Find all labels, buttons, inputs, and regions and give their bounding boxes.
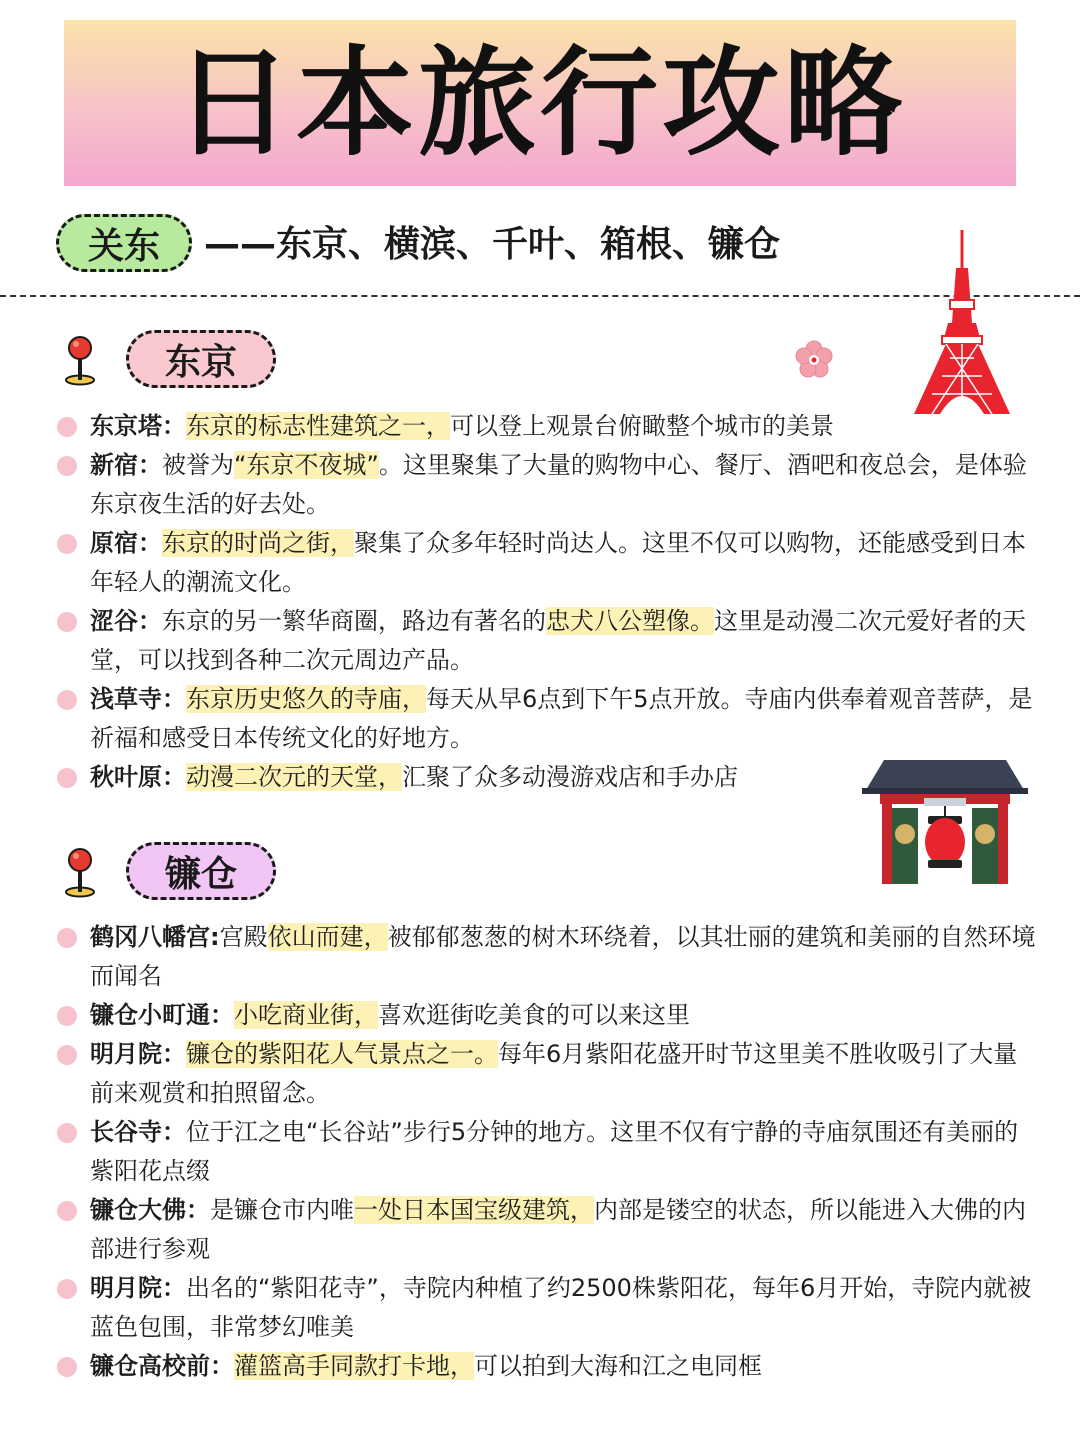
entry-name: 东京塔： bbox=[90, 412, 186, 440]
entry-text-pre: 位于江之电“长谷站”步行5分钟的地方。这里不仅有宁静的寺庙氛围还有美丽的紫阳花点缀 bbox=[90, 1118, 1019, 1185]
entry-highlight: 镰仓的紫阳花人气景点之一。 bbox=[186, 1040, 498, 1068]
entry-name: 秋叶原： bbox=[90, 763, 186, 791]
entry-name: 长谷寺： bbox=[90, 1118, 186, 1146]
entry-text-pre: 宫殿 bbox=[219, 923, 268, 951]
entry-name: 明月院： bbox=[90, 1040, 186, 1068]
bullet-dot bbox=[57, 690, 77, 710]
entry-name: 新宿： bbox=[90, 451, 162, 479]
bullet-dot bbox=[57, 768, 77, 788]
entry-highlight: 小吃商业街， bbox=[234, 1001, 378, 1029]
entry-text-post: 聚集了众多年轻时尚达人。这里不仅可以购物，还能感受到日本年轻人的潮流文化。 bbox=[90, 529, 1026, 596]
entry-name: 明月院： bbox=[90, 1274, 186, 1302]
entry-text-post: 喜欢逛街吃美食的可以来这里 bbox=[378, 1001, 690, 1029]
entry-text-post: 被郁郁葱葱的树木环绕着，以其壮丽的建筑和美丽的自然环境而闻名 bbox=[90, 923, 1036, 990]
tokyo-tower-icon bbox=[910, 228, 1014, 418]
entry-text-pre: 东京的另一繁华商圈，路边有著名的 bbox=[162, 607, 546, 635]
entry-highlight: 动漫二次元的天堂， bbox=[186, 763, 402, 791]
page-title: 日本旅行攻略 bbox=[173, 34, 906, 172]
entry-text-post: 可以登上观景台俯瞰整个城市的美景 bbox=[450, 412, 834, 440]
bullet-dot bbox=[57, 928, 77, 948]
bullet-dot bbox=[57, 612, 77, 632]
entry-highlight: 一处日本国宝级建筑， bbox=[354, 1196, 594, 1224]
map-pin-icon bbox=[60, 846, 100, 898]
region-subtitle: ——东京、横滨、千叶、箱根、镰仓 bbox=[204, 224, 781, 265]
sakura-flower-icon bbox=[792, 338, 836, 382]
entry-highlight: 灌篮高手同款打卡地， bbox=[234, 1352, 474, 1380]
entry-highlight: “东京不夜城” bbox=[234, 451, 379, 479]
entry-text-pre: 出名的“紫阳花寺”，寺院内种植了约2500株紫阳花，每年6月开始，寺院内就被蓝色包围，非常梦幻唯美 bbox=[90, 1274, 1032, 1341]
section-pill-tokyo: 东京 bbox=[126, 330, 276, 388]
entry-name: 镰仓小町通： bbox=[90, 1001, 234, 1029]
entry-highlight: 东京的标志性建筑之一， bbox=[186, 412, 450, 440]
entry-highlight: 东京的时尚之街， bbox=[162, 529, 354, 557]
bullet-dot bbox=[57, 1279, 77, 1299]
entry-text-post: 汇聚了众多动漫游戏店和手办店 bbox=[402, 763, 738, 791]
entry-text-post: 每天从早6点到下午5点开放。寺庙内供奉着观音菩萨，是祈福和感受日本传统文化的好地方。 bbox=[90, 685, 1033, 752]
bullet-dot bbox=[57, 534, 77, 554]
entry-name: 原宿： bbox=[90, 529, 162, 557]
bullet-dot bbox=[57, 417, 77, 437]
entry-text-post: 这里是动漫二次元爱好者的天堂，可以找到各种二次元周边产品。 bbox=[90, 607, 1026, 674]
entry-highlight: 忠犬八公塑像。 bbox=[546, 607, 714, 635]
entry-name: 镰仓高校前： bbox=[90, 1352, 234, 1380]
bullet-dot bbox=[57, 1357, 77, 1377]
entry-text-pre: 是镰仓市内唯 bbox=[210, 1196, 354, 1224]
entry-highlight: 东京历史悠久的寺庙， bbox=[186, 685, 426, 713]
bullet-dot bbox=[57, 1123, 77, 1143]
entry-name: 浅草寺： bbox=[90, 685, 186, 713]
bullet-dot bbox=[57, 456, 77, 476]
section-pill-kamakura: 镰仓 bbox=[126, 842, 276, 900]
entry-text-post: 内部是镂空的状态，所以能进入大佛的内部进行参观 bbox=[90, 1196, 1026, 1263]
bullet-dot bbox=[57, 1045, 77, 1065]
kaminarimon-gate-icon bbox=[862, 756, 1028, 884]
entry-text-pre: 被誉为 bbox=[162, 451, 234, 479]
entry-highlight: 依山而建， bbox=[267, 923, 388, 951]
title-banner bbox=[64, 20, 1016, 186]
entry-name: 鹤冈八幡宫: bbox=[90, 923, 220, 951]
entry-name: 镰仓大佛： bbox=[90, 1196, 210, 1224]
bullet-dot bbox=[57, 1006, 77, 1026]
entry-text-post: 。这里聚集了大量的购物中心、餐厅、酒吧和夜总会，是体验东京夜生活的好去处。 bbox=[90, 451, 1027, 518]
map-pin-icon bbox=[60, 334, 100, 386]
entry-name: 涩谷： bbox=[90, 607, 162, 635]
bullet-dot bbox=[57, 1201, 77, 1221]
entry-text-post: 可以拍到大海和江之电同框 bbox=[474, 1352, 762, 1380]
region-pill: 关东 bbox=[56, 214, 192, 272]
entry-text-post: 每年6月紫阳花盛开时节这里美不胜收吸引了大量前来观赏和拍照留念。 bbox=[90, 1040, 1018, 1107]
